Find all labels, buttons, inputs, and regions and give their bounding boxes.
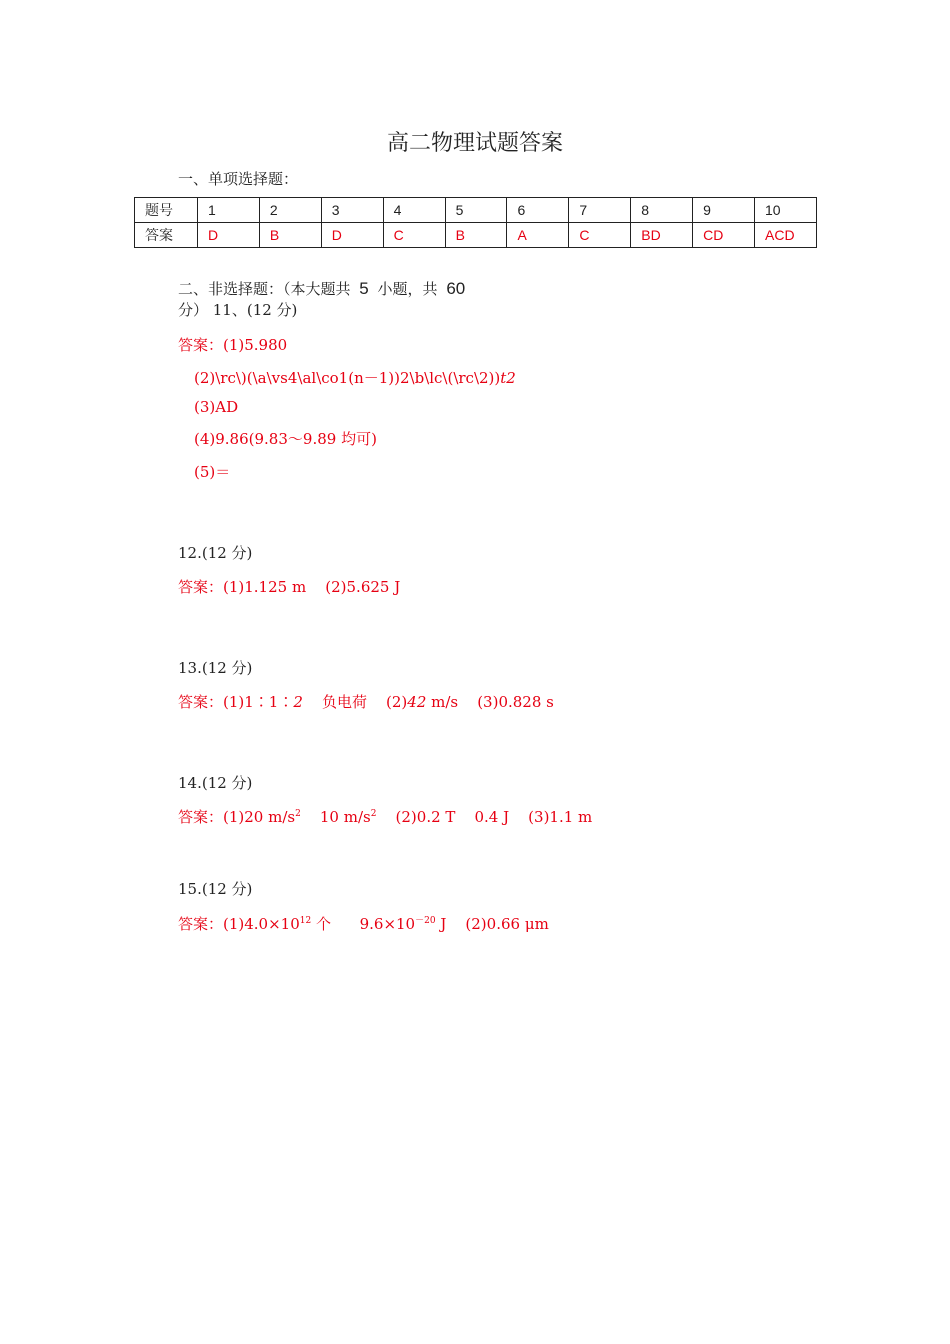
table-cell: 6: [507, 198, 569, 223]
table-cell: 3: [321, 198, 383, 223]
table-cell: 7: [569, 198, 631, 223]
table-cell-answer: B: [259, 223, 321, 248]
q14-answer: 答案：(1)20 $m/s^2$ 10 $m/s^2$ (2)0.2 T 0.4 J (3)1.1 m: [178, 808, 593, 826]
table-cell-answer: B: [445, 223, 507, 248]
table-cell: 4: [383, 198, 445, 223]
row-label-answer: 答案: [135, 223, 198, 248]
table-cell-answer: C: [383, 223, 445, 248]
section2-heading: 二、非选择题：（本大题共 5 小题，共 60: [178, 279, 466, 298]
q11-answer-5: (5)＝: [194, 463, 231, 481]
section2-heading-line2: 分） 11、(12 分): [178, 301, 298, 319]
table-cell: 5: [445, 198, 507, 223]
table-cell: 2: [259, 198, 321, 223]
table-cell: 8: [631, 198, 693, 223]
table-cell: 10: [755, 198, 817, 223]
q14-label: 14.(12 分): [178, 774, 253, 792]
q13-label: 13.(12 分): [178, 659, 253, 677]
table-cell: 9: [693, 198, 755, 223]
q11-answer-2: (2)\rc\)(\a\vs4\al\co1(n－1))2\b\lc\(\rc\2))t2: [194, 369, 516, 387]
row-label-number: 题号: [135, 198, 198, 223]
table-cell-answer: D: [321, 223, 383, 248]
table-cell-answer: C: [569, 223, 631, 248]
answer-table: [134, 197, 817, 248]
table-cell-answer: ACD: [755, 223, 817, 248]
q11-answer-3: (3)AD: [194, 398, 239, 416]
q15-label: 15.(12 分): [178, 880, 253, 898]
table-cell: 1: [198, 198, 260, 223]
table-row-answers: [135, 223, 817, 248]
section1-heading: 一、单项选择题：: [178, 170, 299, 188]
q11-answer-1: 答案：(1)5.980: [178, 336, 288, 354]
table-cell-answer: BD: [631, 223, 693, 248]
table-cell-answer: CD: [693, 223, 755, 248]
q11-answer-4: (4)9.86(9.83～9.89 均可): [194, 430, 377, 448]
q13-answer: 答案：(1)1∶1∶2 负电荷 (2)42 m/s (3)0.828 s: [178, 693, 554, 711]
table-row-numbers: [135, 198, 817, 223]
q12-answer: 答案：(1)1.125 m (2)5.625 J: [178, 578, 401, 596]
page-title: 高二物理试题答案: [386, 131, 563, 156]
table-cell-answer: A: [507, 223, 569, 248]
q12-label: 12.(12 分): [178, 544, 253, 562]
q15-answer: 答案：$(1)4.0\times 10^{12}$ 个 $9.6\times 10^{-20}$ J (2)0.66 μm: [178, 915, 549, 933]
table-cell-answer: D: [198, 223, 260, 248]
